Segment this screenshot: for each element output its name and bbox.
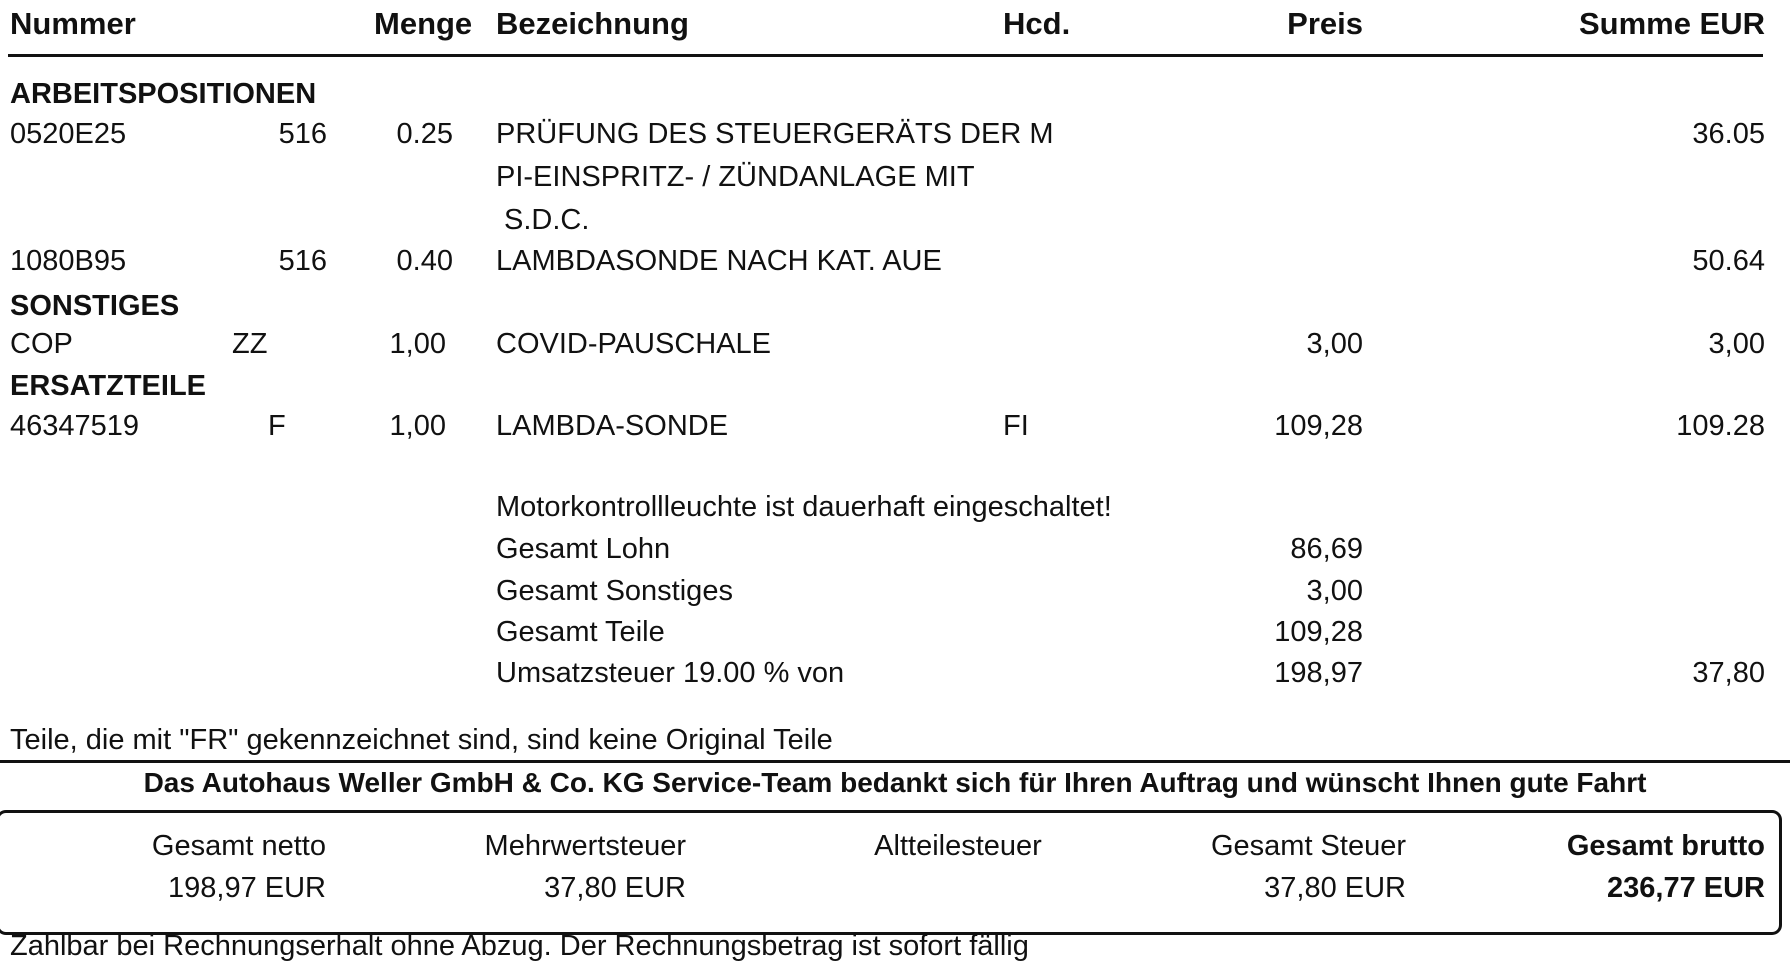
- row-code: 516: [278, 118, 327, 150]
- total-steuer-label: Gesamt Steuer: [1210, 830, 1406, 862]
- footer-divider: [0, 760, 1790, 763]
- vat-label: Umsatzsteuer 19.00 % von: [496, 657, 845, 689]
- total-netto-label: Gesamt netto: [151, 830, 326, 862]
- thank-you-message: Das Autohaus Weller GmbH & Co. KG Service-Team bedankt sich für Ihren Auftrag und wünscht Ihnen gute Fahrt: [143, 767, 1647, 798]
- header-divider: [8, 54, 1763, 57]
- row-bezeichnung: LAMBDASONDE NACH KAT. AUE: [496, 245, 942, 277]
- subtotal-lohn-label: Gesamt Lohn: [496, 533, 671, 565]
- subtotal-teile-value: 109,28: [1274, 616, 1363, 648]
- vat-base-value: 198,97: [1274, 657, 1363, 689]
- col-header-menge: Menge: [374, 6, 473, 41]
- parts-disclaimer: Teile, die mit "FR" gekennzeichnet sind, sind keine Original Teile: [10, 724, 833, 756]
- total-mwst-value: 37,80 EUR: [544, 872, 686, 904]
- col-header-bezeichnung: Bezeichnung: [496, 6, 689, 41]
- row-preis: 3,00: [1306, 328, 1363, 360]
- vat-amount-value: 37,80: [1692, 657, 1765, 689]
- row-nummer: 1080B95: [10, 245, 127, 277]
- row-nummer: COP: [10, 328, 73, 360]
- row-summe: 36.05: [1692, 118, 1765, 150]
- row-nummer: 46347519: [10, 410, 140, 442]
- row-menge: 0.25: [396, 118, 453, 150]
- row-code: F: [268, 410, 286, 442]
- subtotal-teile-label: Gesamt Teile: [496, 616, 665, 648]
- col-header-preis: Preis: [1287, 6, 1363, 41]
- section-sonstiges: SONSTIGES: [10, 290, 180, 322]
- row-preis: 109,28: [1274, 410, 1363, 442]
- total-mwst-label: Mehrwertsteuer: [484, 830, 686, 862]
- row-code: ZZ: [232, 328, 268, 360]
- payment-terms: Zahlbar bei Rechnungserhalt ohne Abzug. Der Rechnungsbetrag ist sofort fällig: [10, 930, 1029, 962]
- subtotal-sonstiges-label: Gesamt Sonstiges: [496, 575, 733, 607]
- row-bezeichnung: LAMBDA-SONDE: [496, 410, 729, 442]
- total-brutto-value: 236,77 EUR: [1607, 872, 1765, 904]
- total-steuer-value: 37,80 EUR: [1264, 872, 1406, 904]
- row-bezeichnung-line3: S.D.C.: [504, 204, 590, 236]
- row-menge: 1,00: [389, 328, 446, 360]
- col-header-summe: Summe EUR: [1578, 6, 1765, 41]
- row-menge: 1,00: [389, 410, 446, 442]
- warning-note: Motorkontrollleuchte ist dauerhaft eingeschaltet!: [496, 491, 1112, 523]
- row-bezeichnung-line2: PI-EINSPRITZ- / ZÜNDANLAGE MIT: [496, 161, 975, 193]
- row-summe: 3,00: [1708, 328, 1765, 360]
- row-menge: 0.40: [396, 245, 453, 277]
- row-summe: 50.64: [1692, 245, 1765, 277]
- section-arbeitspositionen: ARBEITSPOSITIONEN: [10, 78, 317, 110]
- col-header-hcd: Hcd.: [1003, 6, 1071, 41]
- subtotal-sonstiges-value: 3,00: [1306, 575, 1363, 607]
- row-code: 516: [278, 245, 327, 277]
- section-ersatzteile: ERSATZTEILE: [10, 370, 207, 402]
- total-netto-value: 198,97 EUR: [168, 872, 326, 904]
- total-altteil-label: Altteilesteuer: [874, 830, 1042, 862]
- col-header-nummer: Nummer: [10, 6, 136, 41]
- total-brutto-label: Gesamt brutto: [1566, 830, 1765, 862]
- subtotal-lohn-value: 86,69: [1290, 533, 1363, 565]
- row-bezeichnung: PRÜFUNG DES STEUERGERÄTS DER M: [496, 118, 1054, 150]
- row-nummer: 0520E25: [10, 118, 127, 150]
- row-bezeichnung: COVID-PAUSCHALE: [496, 328, 772, 360]
- row-summe: 109.28: [1676, 410, 1765, 442]
- row-hcd: FI: [1003, 410, 1029, 442]
